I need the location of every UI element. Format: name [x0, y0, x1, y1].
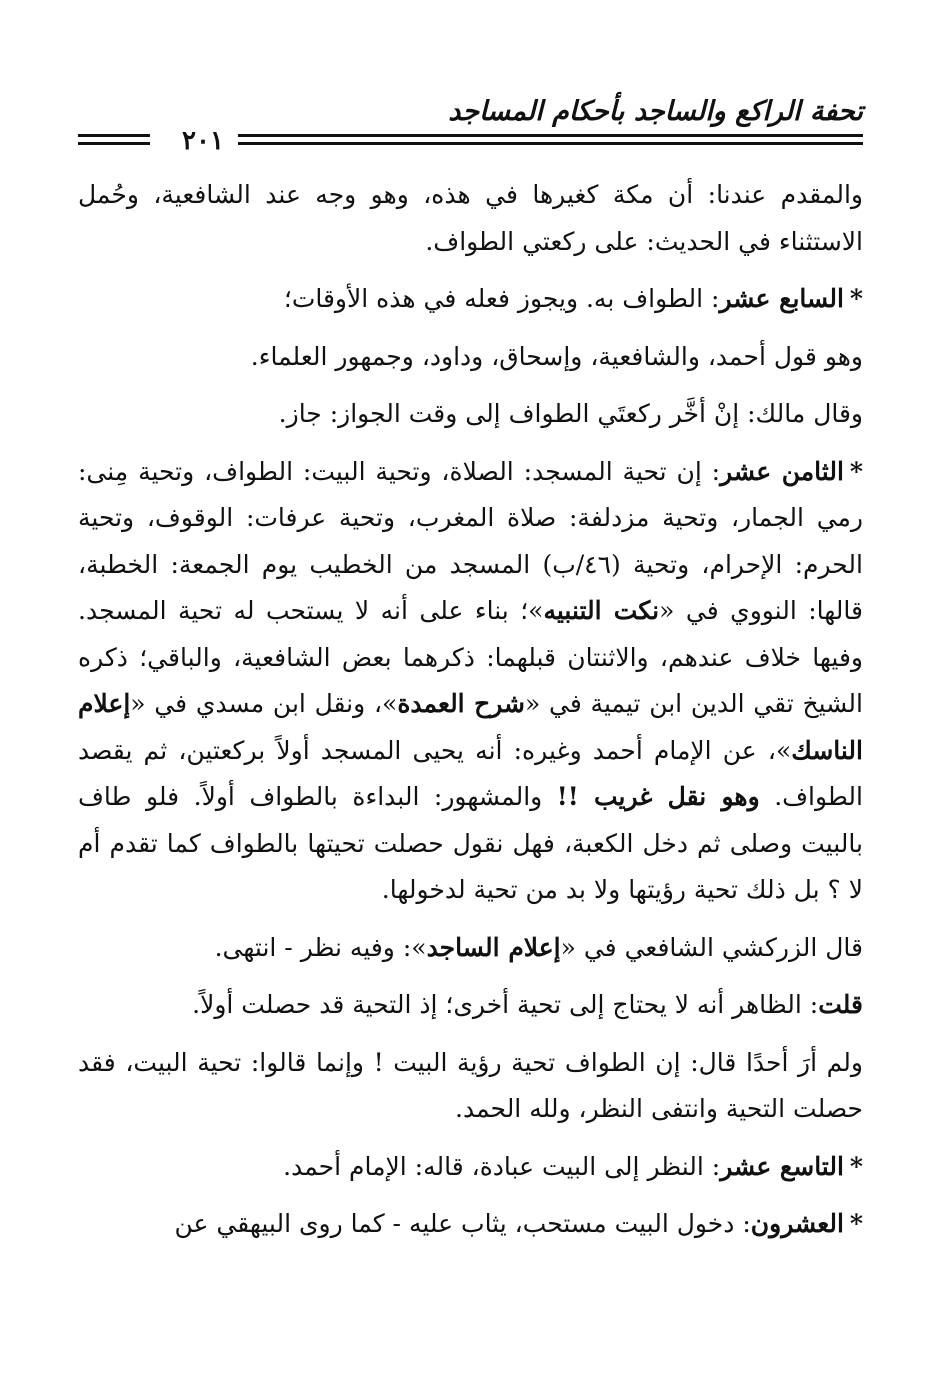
- paragraph-text: قال الزركشي الشافعي في «: [560, 932, 863, 962]
- paragraph: والمقدم عندنا: أن مكة كغيرها في هذه، وهو وجه عند الشافعية، وحُمل الاستثناء في الحديث: على ركعتي الطواف.: [78, 180, 863, 256]
- paragraph-text: : دخول البيت مستحب، يثاب عليه - كما روى البيهقي عن: [174, 1209, 751, 1238]
- page-number: ٢٠١: [182, 126, 224, 156]
- paragraph-text: »، ونقل ابن مسدي في «: [130, 689, 398, 718]
- paragraph: وقال مالك: إنْ أخَّر ركعتَي الطواف إلى وقت الجواز: جاز.: [278, 399, 863, 428]
- paragraph: [78, 1201, 863, 1248]
- paragraph: [78, 982, 863, 1029]
- header-rule: [238, 134, 863, 137]
- book-reference: إعلام الناسك: [78, 689, 863, 765]
- running-title: تحفة الراكع والساجد بأحكام المساجد: [448, 96, 863, 127]
- paragraph-text: والمشهور: البداءة بالطواف أولاً. فلو طاف بالبيت وصلى ثم دخل الكعبة، فهل نقول حصلت تحيتها بالطواف كما تقدم أم لا ؟ بل ذلك تحية رؤيتها ولا بد من تحية لدخولها.: [78, 782, 863, 904]
- star-icon: *: [849, 1151, 863, 1181]
- paragraph-text: : الطواف به. ويجوز فعله في هذه الأوقات؛: [283, 284, 720, 313]
- paragraph-text: »: وفيه نظر - انتهى.: [214, 932, 427, 962]
- paragraph-text: : النظر إلى البيت عبادة، قاله: الإمام أحمد.: [283, 1151, 721, 1181]
- paragraph-text: : إن تحية المسجد: الصلاة، وتحية البيت: الطواف، وتحية مِنى: رمي الجمار، وتحية مزدلفة: صلاة المغرب، وتحية عرفات: الوقوف، وتحية الحرم: الإحرام، وتحية (٤٦/ب) المسجد من الخطيب يوم الجمعة: الخطبة، قالها: النووي في «: [78, 456, 863, 625]
- star-icon: *: [849, 456, 863, 486]
- section-heading: قلت: [818, 990, 863, 1019]
- header-rule: [238, 142, 863, 145]
- paragraph-text: : الظاهر أنه لا يحتاج إلى تحية أخرى؛ إذ التحية قد حصلت أولاً.: [192, 990, 819, 1019]
- section-heading: التاسع عشر: [720, 1151, 844, 1181]
- paragraph: ولم أرَ أحدًا قال: إن الطواف تحية رؤية البيت ! وإنما قالوا: تحية البيت، فقد حصلت التحية وانتفى النظر، ولله الحمد.: [78, 1047, 864, 1123]
- paragraph: [78, 925, 863, 972]
- paragraph-text: »، عن الإمام أحمد وغيره: أنه يحيى المسجد أولاً بركعتين، ثم يقصد الطواف.: [78, 735, 863, 811]
- header-rule: [78, 134, 150, 137]
- page-body: [78, 172, 863, 1248]
- paragraph-text: »؛ بناء على أنه لا يستحب له تحية المسجد. وفيها خلاف عندهم، والاثنتان قبلهما: ذكرهما بعض الشافعية، والباقي؛ ذكره الشيخ تقي الدين ابن تيمية في «: [78, 596, 863, 718]
- section-heading: العشرون: [750, 1209, 844, 1238]
- book-reference: نكت التنبيه: [543, 596, 660, 625]
- header-rule: [78, 142, 150, 145]
- paragraph: [78, 276, 863, 323]
- star-icon: *: [849, 1209, 863, 1238]
- book-reference: إعلام الساجد: [426, 932, 561, 962]
- star-icon: *: [849, 284, 863, 313]
- emphasis-text: وهو نقل غريب !!: [556, 782, 760, 811]
- page-header: [78, 96, 863, 156]
- paragraph: [78, 449, 863, 914]
- paragraph: وهو قول أحمد، والشافعية، وإسحاق، وداود، وجمهور العلماء.: [250, 341, 863, 371]
- section-heading: السابع عشر: [719, 284, 844, 313]
- section-heading: الثامن عشر: [720, 456, 844, 486]
- book-reference: شرح العمدة: [397, 689, 525, 718]
- paragraph: [78, 1144, 863, 1191]
